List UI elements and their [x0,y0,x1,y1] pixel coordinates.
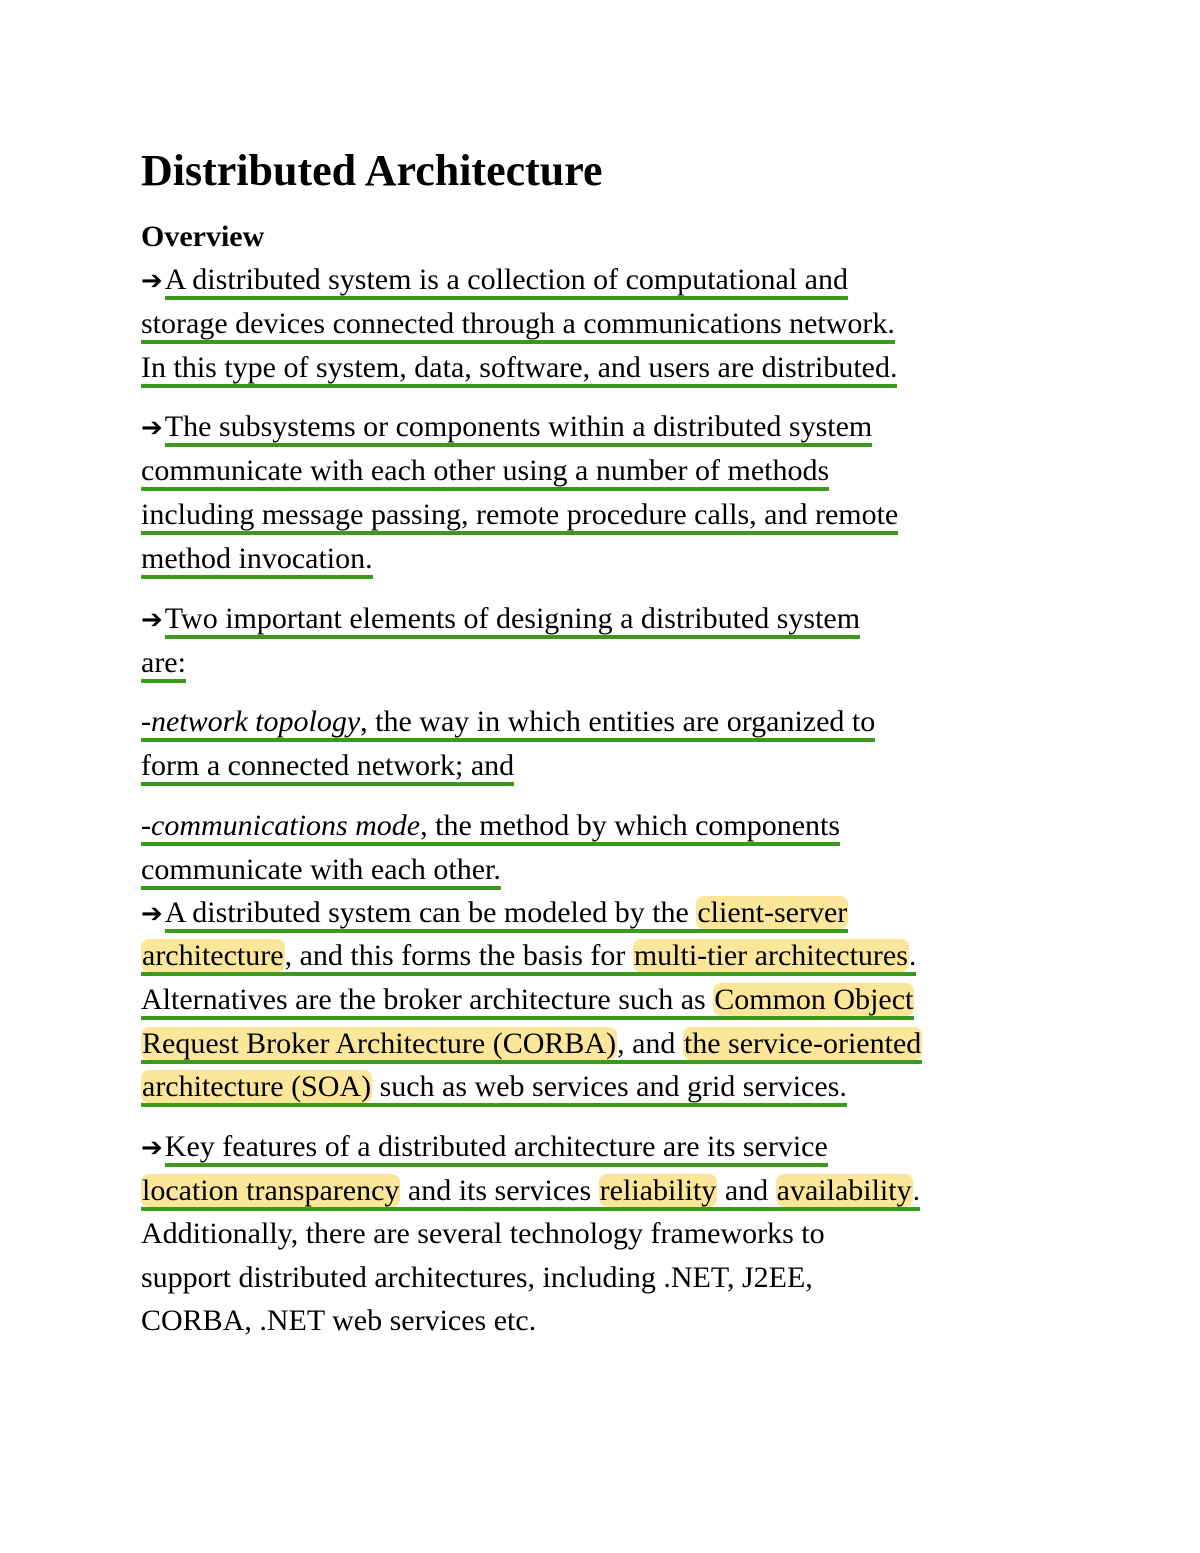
highlight-corba: Request Broker Architecture (CORBA) [142,1027,617,1060]
paragraph-2-line-4: method invocation. [141,542,373,575]
paragraph-5-line-1: -communications mode, the method by which components [141,809,841,842]
paragraph-1-line-2: storage devices connected through a communications network. [141,307,895,340]
paragraph-7-line-5: CORBA, .NET web services etc. [141,1304,537,1337]
paragraph-4-line-2: form a connected network; and [141,749,515,782]
highlight-common-object: Common Object [714,983,914,1016]
highlight-location-transparency: location transparency [142,1174,400,1207]
paragraph-3-line-2: are: [141,646,186,679]
paragraph-3-line-1: ➔Two important elements of designing a distributed system [141,602,861,635]
paragraph-6-line-5: architecture (SOA) such as web services and grid services. [142,1070,847,1103]
paragraph-6-line-2: architecture, and this forms the basis for multi-tier architectures. [142,939,917,972]
term-network-topology: network topology [151,705,361,738]
paragraph-2-line-3: including message passing, remote procedure calls, and remote [141,498,899,531]
highlight-availability: availability [776,1174,912,1207]
paragraph-5-line-2: communicate with each other. [141,853,501,886]
arrow-bullet-icon: ➔ [141,266,163,296]
highlight-multi-tier: multi-tier architectures [633,939,908,972]
highlight-soa: architecture (SOA) [142,1070,372,1103]
paragraph-7-line-1: ➔Key features of a distributed architecture are its service [141,1130,828,1163]
term-communications-mode: communications mode [151,809,421,842]
document-title: Distributed Architecture [141,146,603,195]
arrow-bullet-icon: ➔ [141,899,163,929]
paragraph-2-line-1: ➔The subsystems or components within a distributed system [141,410,873,443]
paragraph-1-line-1: ➔A distributed system is a collection of computational and [141,263,848,296]
paragraph-4-line-1: -network topology, the way in which entities are organized to [141,705,876,738]
arrow-bullet-icon: ➔ [141,413,163,443]
paragraph-7-line-2: location transparency and its services reliability and availability. [142,1174,921,1207]
paragraph-6-line-4: Request Broker Architecture (CORBA), and the service-oriented [142,1027,922,1060]
paragraph-2-line-2: communicate with each other using a number of methods [141,454,830,487]
highlight-client-server: client-server [697,896,848,929]
paragraph-1-line-3: In this type of system, data, software, and users are distributed. [141,351,898,384]
highlight-reliability: reliability [599,1174,717,1207]
highlight-architecture: architecture [142,939,284,972]
section-heading-overview: Overview [141,220,265,253]
arrow-bullet-icon: ➔ [141,605,163,635]
paragraph-6-line-3: Alternatives are the broker architecture such as Common Object [141,983,914,1016]
paragraph-7-line-3: Additionally, there are several technology frameworks to [141,1217,825,1250]
arrow-bullet-icon: ➔ [141,1133,163,1163]
highlight-service-oriented: the service-oriented [683,1027,922,1060]
paragraph-6-line-1: ➔A distributed system can be modeled by the client-server [141,896,848,929]
paragraph-7-line-4: support distributed architectures, including .NET, J2EE, [141,1261,813,1294]
